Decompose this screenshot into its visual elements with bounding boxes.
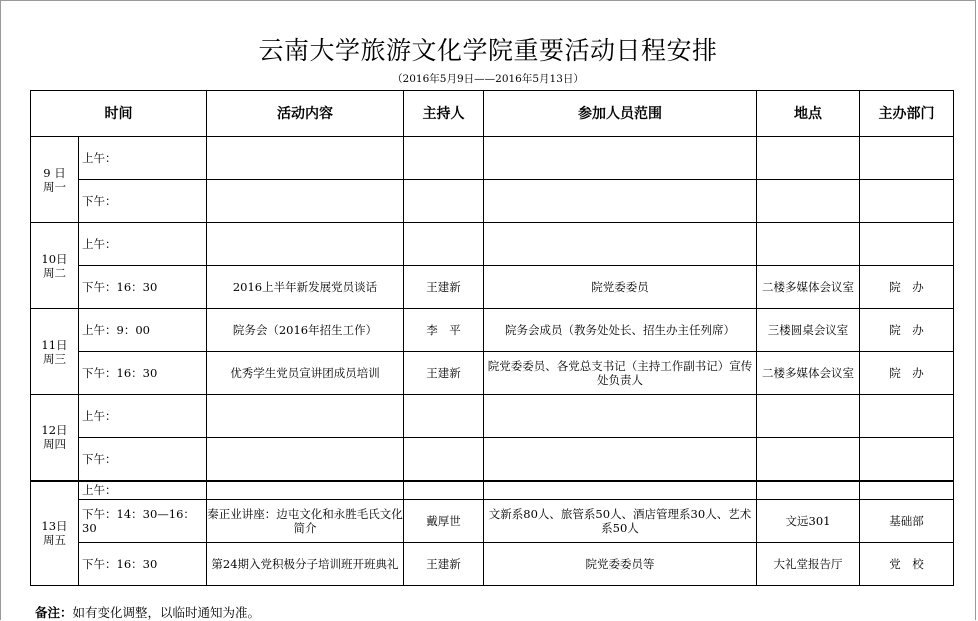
day-cell <box>31 309 79 395</box>
content-cell: 优秀学生党员宣讲团成员培训 <box>207 352 404 395</box>
location-cell <box>757 481 860 500</box>
department-cell: 院 办 <box>860 309 954 352</box>
table-row <box>31 500 954 543</box>
host-cell: 李 平 <box>404 309 484 352</box>
table-row <box>31 395 954 438</box>
content-cell <box>207 180 404 223</box>
location-cell <box>757 223 860 266</box>
host-cell <box>404 137 484 180</box>
location-cell <box>757 137 860 180</box>
content-cell <box>207 395 404 438</box>
day-date: 11日 <box>41 337 68 352</box>
host-cell: 王建新 <box>404 543 484 586</box>
department-cell: 院 办 <box>860 352 954 395</box>
participants-cell: 院党委委员、各党总支书记（主持工作副书记）宣传处负责人 <box>484 352 757 395</box>
table-row <box>31 543 954 586</box>
time-cell: 下午： <box>79 438 207 481</box>
location-cell: 大礼堂报告厅 <box>757 543 860 586</box>
host-cell <box>404 481 484 500</box>
day-cell <box>31 395 79 481</box>
department-cell <box>860 137 954 180</box>
content-cell: 秦正业讲座：边屯文化和永胜毛氏文化简介 <box>207 500 404 543</box>
host-cell: 王建新 <box>404 352 484 395</box>
table-row <box>31 481 954 500</box>
content-cell: 2016上半年新发展党员谈话 <box>207 266 404 309</box>
time-cell: 上午： <box>79 395 207 438</box>
day-weekday: 周三 <box>43 351 66 366</box>
content-cell <box>207 137 404 180</box>
participants-cell <box>484 438 757 481</box>
department-cell: 基础部 <box>860 500 954 543</box>
participants-cell <box>484 180 757 223</box>
table-row <box>31 137 954 180</box>
location-cell: 三楼圆桌会议室 <box>757 309 860 352</box>
date-range: （2016年5月9日——2016年5月13日） <box>392 73 584 85</box>
location-cell <box>757 395 860 438</box>
participants-cell: 院党委委员等 <box>484 543 757 586</box>
document-title: 云南大学旅游文化学院重要活动日程安排 <box>258 36 718 65</box>
location-cell <box>757 180 860 223</box>
participants-cell <box>484 481 757 500</box>
location-cell: 二楼多媒体会议室 <box>757 266 860 309</box>
day-weekday: 周一 <box>43 179 66 194</box>
content-cell: 院务会（2016年招生工作） <box>207 309 404 352</box>
content-cell <box>207 481 404 500</box>
day-weekday: 周四 <box>43 437 66 452</box>
header-department: 主办部门 <box>860 91 954 137</box>
location-cell: 文远301 <box>757 500 860 543</box>
department-cell <box>860 180 954 223</box>
time-cell: 上午：9：00 <box>79 309 207 352</box>
host-cell <box>404 223 484 266</box>
header-location: 地点 <box>757 91 860 137</box>
table-row <box>31 180 954 223</box>
content-cell <box>207 438 404 481</box>
department-cell: 院 办 <box>860 266 954 309</box>
header-participants: 参加人员范围 <box>484 91 757 137</box>
day-date: 10日 <box>41 251 68 266</box>
time-cell: 上午： <box>79 137 207 180</box>
department-cell <box>860 223 954 266</box>
schedule-table <box>30 90 954 586</box>
table-row <box>31 438 954 481</box>
participants-cell <box>484 223 757 266</box>
day-cell <box>31 223 79 309</box>
table-row <box>31 266 954 309</box>
host-cell: 王建新 <box>404 266 484 309</box>
day-cell <box>31 481 79 586</box>
header-row <box>31 91 954 137</box>
participants-cell: 院务会成员（教务处处长、招生办主任列席） <box>484 309 757 352</box>
header-time: 时间 <box>31 91 207 137</box>
host-cell: 戴厚世 <box>404 500 484 543</box>
department-cell <box>860 481 954 500</box>
department-cell: 党 校 <box>860 543 954 586</box>
host-cell <box>404 438 484 481</box>
host-cell <box>404 395 484 438</box>
remark-text: 如有变化调整，以临时通知为准。 <box>72 605 261 620</box>
host-cell <box>404 180 484 223</box>
participants-cell <box>484 395 757 438</box>
time-cell: 下午：16：30 <box>79 352 207 395</box>
day-date: 13日 <box>41 519 68 534</box>
time-cell: 下午：16：30 <box>79 266 207 309</box>
time-cell: 上午： <box>79 481 207 500</box>
time-cell: 下午： <box>79 180 207 223</box>
header-host: 主持人 <box>404 91 484 137</box>
content-cell <box>207 223 404 266</box>
day-cell <box>31 137 79 223</box>
participants-cell <box>484 137 757 180</box>
day-date: 9 日 <box>43 165 66 180</box>
location-cell <box>757 438 860 481</box>
time-cell: 上午： <box>79 223 207 266</box>
header-content: 活动内容 <box>207 91 404 137</box>
participants-cell: 文新系80人、旅管系50人、酒店管理系30人、艺术系50人 <box>484 500 757 543</box>
table-row <box>31 223 954 266</box>
day-weekday: 周二 <box>43 265 66 280</box>
location-cell: 二楼多媒体会议室 <box>757 352 860 395</box>
day-weekday: 周五 <box>43 533 66 548</box>
remark-label: 备注： <box>35 605 73 620</box>
day-date: 12日 <box>41 423 68 438</box>
participants-cell: 院党委委员 <box>484 266 757 309</box>
table-row <box>31 309 954 352</box>
department-cell <box>860 395 954 438</box>
time-cell: 下午：16：30 <box>79 543 207 586</box>
time-cell: 下午：14：30—16：30 <box>79 500 207 543</box>
table-row <box>31 352 954 395</box>
remark <box>35 603 260 621</box>
content-cell: 第24期入党积极分子培训班开班典礼 <box>207 543 404 586</box>
department-cell <box>860 438 954 481</box>
